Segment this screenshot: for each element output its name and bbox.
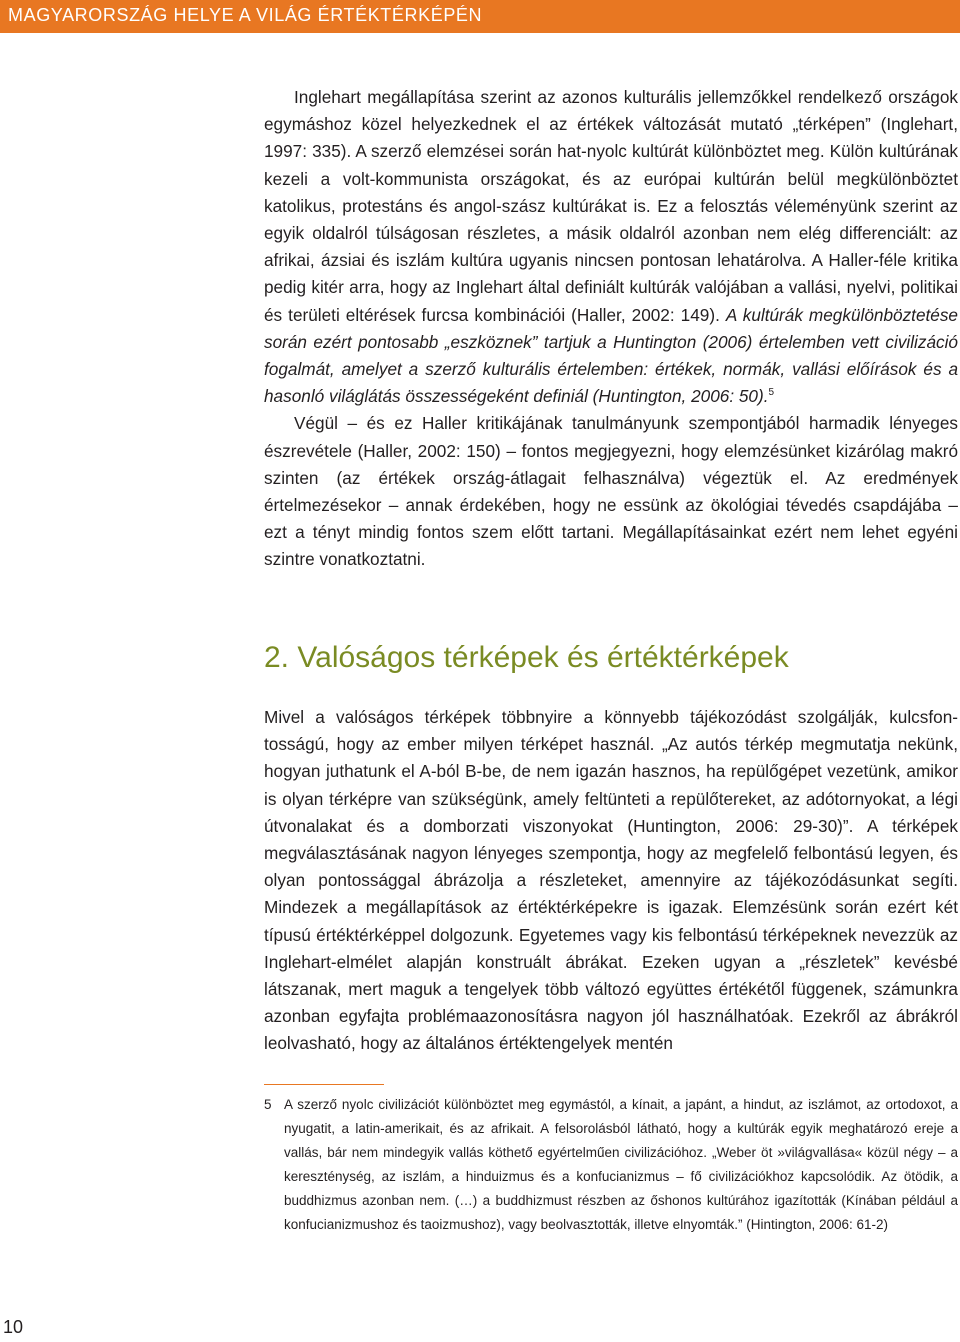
running-header-title: MAGYARORSZÁG HELYE A VILÁG ÉRTÉKTÉRKÉPÉN <box>8 5 483 25</box>
intro-paragraph-2: Végül – és ez Haller kritikájának tanulmányunk szempontjából harmadik lényeges észrevétele (Haller, 2002: 150) – fontos megjegyezni, hogy elemzésünket kizárólag makró szinten (az értékek ország-átlagait felhasználva) végeztük el. Az eredmények értelmezésekor – annak érdekében, hogy ne essünk az ökológiai tévedés csapdájába – ezt a tényt mindig fontos szem előtt tartani. Megállapításainkat ezért nem lehet egyéni szintre vonatkoztatni. <box>264 413 958 570</box>
page-number: 10 <box>3 1317 24 1337</box>
intro-paragraph-1-italic: A kultúrák megkülönböztetése során ezért pontosabb „eszköznek” tartjuk a Huntington (2006) értelemben vett civilizáció fogalmát, amelyet a szerző kulturális értelemben: értékek, normák, vallási előírások és a hasonló világlátás összességeként definiál (Huntington, 2006: 50). <box>264 304 958 407</box>
footnote-number: 5 <box>264 1097 272 1112</box>
footnote-divider <box>264 1084 384 1085</box>
header-bar <box>0 0 960 33</box>
intro-paragraph-1 <box>264 84 958 410</box>
section-text <box>264 704 958 1058</box>
section-paragraph-1: Mivel a valóságos térképek többnyire a könnyebb tájékozódást szolgálják, kulcsfontosságú, hogy az ember milyen térképet használ. „Az autós térkép megmutatja nekünk, hogyan juthatunk el A-ból B-be, de nem igazán hasznos, ha repülőgépet vezetünk, amikor is olyan térképre van szükségünk, amely feltünteti a repülőtereket, az adótornyokat, a légi útvonalakat és a domborzati viszonyokat (Huntington, 2006: 29-30)”. A térképek megválasztásának nagyon lényeges szempontja, hogy az megfelelő felbontású legyen, és olyan pontossággal ábrázolja a részleteket, amennyire az tájékozódásunkat segíti. Mindezek a megállapítások az értéktérképekre is igazak. Elemzésünk során ezért két típusú értéktérképpel dolgozunk. Egyetemes vagy kis felbontású térképeknek nevezzük az Inglehart-elmélet alapján konstruált ábrákat. Ezeken ugyan a „részletek” kevésbé látszanak, mert maguk a tengelyek több változó együttes értékétől függenek, számunkra azonban egyfajta problémaazonosításra nagyon jól használhatóak. Ezekről az ábrákról leolvasható, hogy az általános értéktengelyek mentén <box>264 707 958 1054</box>
footnote <box>264 1093 958 1237</box>
footnote-text: A szerző nyolc civilizációt különböztet meg egymástól, a kínait, a japánt, a hindut, az iszlámot, az ortodoxot, a nyugatit, a latin-amerikait, és az afrikait. A felsorolásból látható, hogy a kultúrák egyik meghatározó ereje a vallás, bár nem mindegyik vallás köthető egyértelműen civilizációhoz. „Weber öt »világvallása« közül négy – a kereszténység, az iszlám, a hinduizmus és a konfucianizmus – fő civilizációkhoz kapcsolódik. Az ötödik, a buddhizmus azonban nem. (…) a buddhizmust részben az őshonos kultúrához igazították (Kínában például a konfucianizmushoz és taoizmushoz), vagy beolvasztották, illetve elnyomták.” (Hintington, 2006: 61-2) <box>284 1097 958 1232</box>
section-heading: 2. Valóságos térképek és értéktérképek <box>264 641 789 674</box>
intro-paragraph-1-text: Inglehart megállapítása szerint az azonos kulturális jellemzőkkel rendelkező országok egymáshoz közel helyezkednek el az értékek változását mutató „térképen” (Inglehart, 1997: 335). A szerző elemzései során hat-nyolc kultúrát különböztet meg. Külön kultúrának kezeli a volt-kommunista országokat, és az európai kultúrán belül megkülönböztet katolikus, protestáns és angol-szász kultúrákat is. Ez a felosztás véleményünk szerint az egyik oldalról túlságosan részletes, a másik oldalról azonban nem elég differenciált: az afrikai, ázsiai és iszlám kultúra ugyanis nincsen pontosan lehatárolva. A Haller-féle kritika pedig kitér arra, hogy az Inglehart által definiált kultúrák valójában a vallási, nyelvi, politikai és területi eltérések furcsa kombinációi (Haller, 2002: 149). <box>264 87 958 325</box>
footnote-reference[interactable]: 5 <box>768 387 775 399</box>
intro-text <box>264 84 958 574</box>
